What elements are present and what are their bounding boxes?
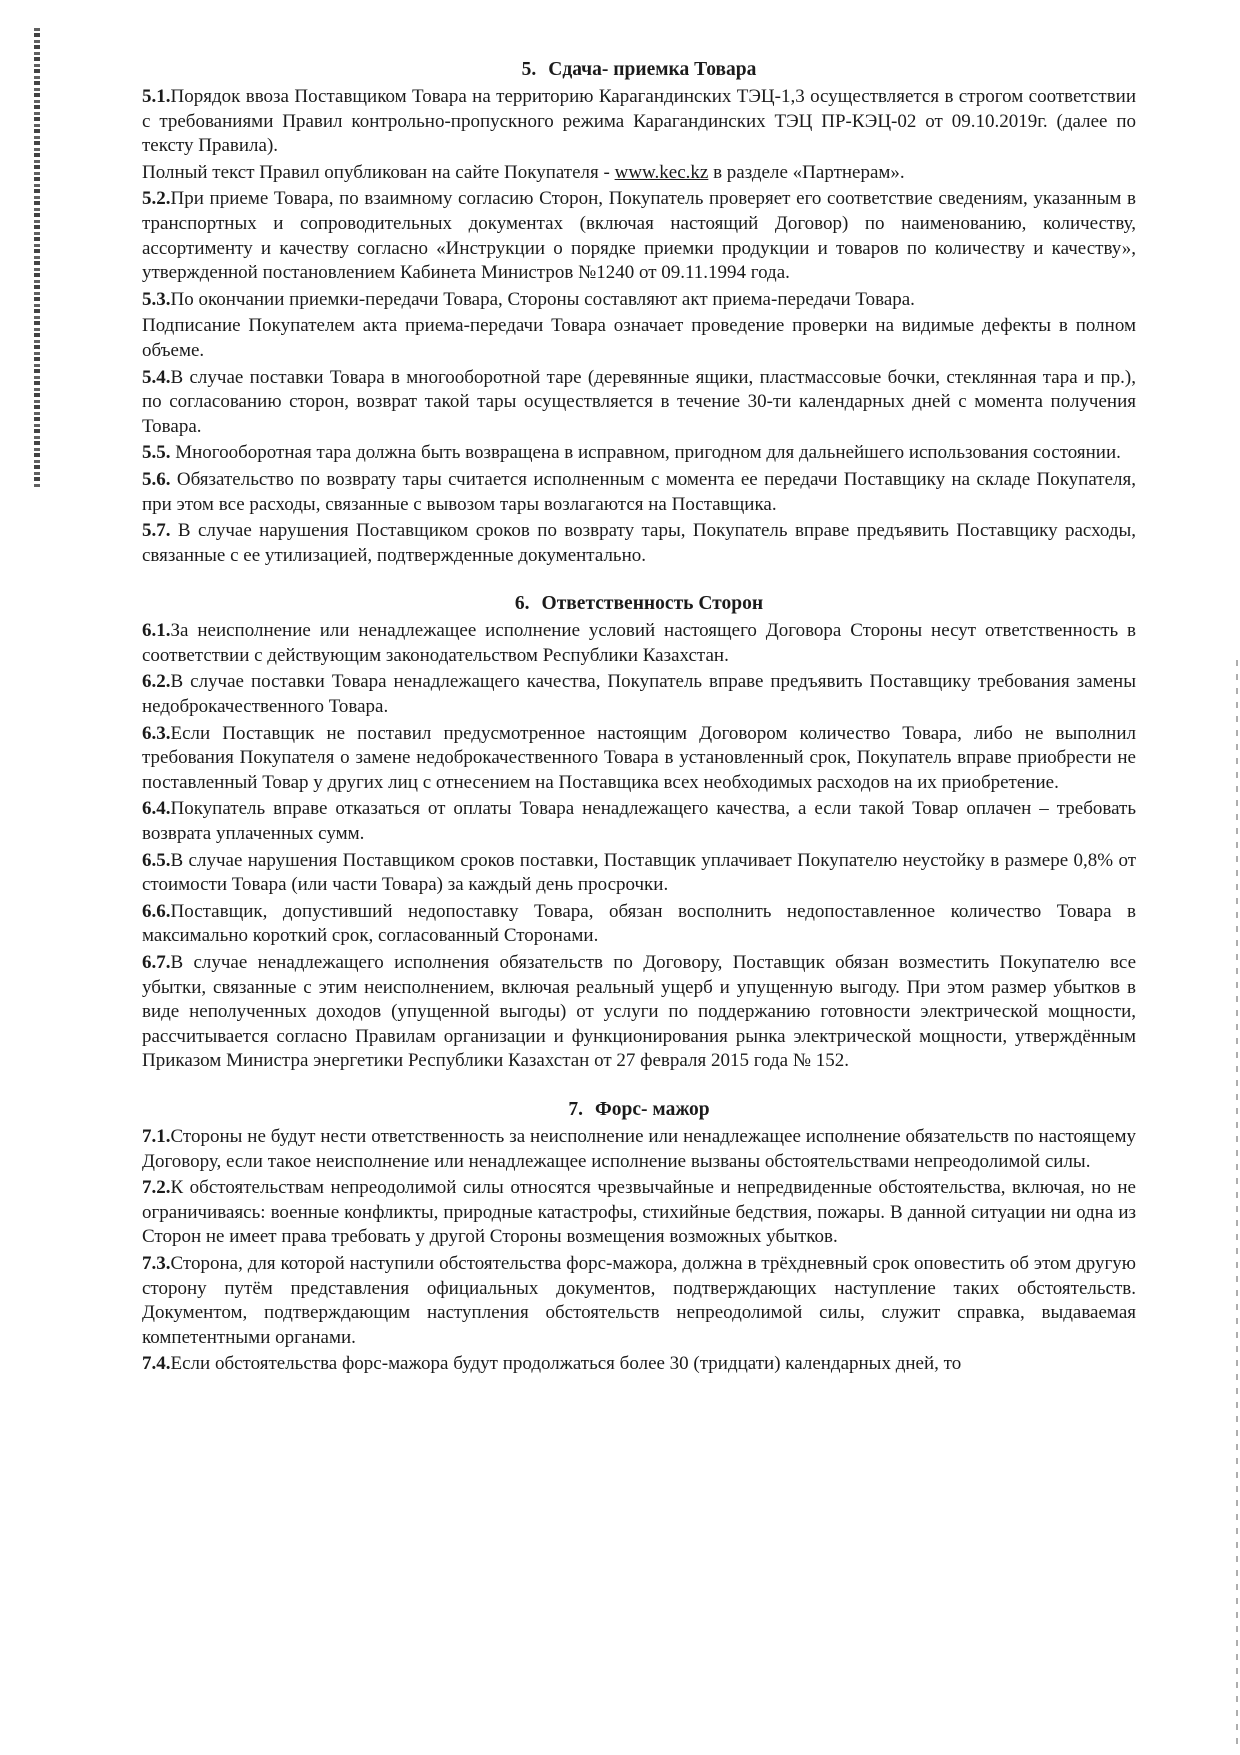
clause-5-2: 5.2.При приеме Товара, по взаимному согласию Сторон, Покупатель проверяет его соответствие сведениям, указанным в транспортных и сопроводительных документах (включая настоящий Договор) по наименованию, количеству, ассортименту и качеству согласно «Инструкции о порядке приемки продукции и товаров по количеству и качеству», утвержденной постановлением Кабинета Министров №1240 от 09.11.1994 года. xyxy=(142,188,1136,284)
clause-6-1: 6.1.За неисполнение или ненадлежащее исполнение условий настоящего Договора Стороны несут ответственность в соответствии с действующим законодательством Республики Казахстан. xyxy=(142,620,1136,666)
clause-6-7: 6.7.В случае ненадлежащего исполнения обязательств по Договору, Поставщик обязан возместить Покупателю все убытки, связанные с этим неисполнением, включая реальный ущерб и упущенную выгоду. При этом размер убытков в виде неполученных доходов (упущенной выгоды) от услуги по поддержанию готовности электрической мощности, рассчитывается согласно Правилам организации и функционирования рынка электрической мощности, утверждённым Приказом Министра энергетики Республики Казахстан от 27 февраля 2015 года № 152. xyxy=(142,952,1136,1072)
section-6 xyxy=(142,592,1136,1074)
clause-5-1: 5.1.Порядок ввоза Поставщиком Товара на территорию Карагандинских ТЭЦ-1,3 осуществляется в строгом соответствии с требованиями Правил контрольно-пропускного режима Карагандинских ТЭЦ ПР-КЭЦ-02 от 09.10.2019г. (далее по тексту Правила). xyxy=(142,86,1136,157)
clause-5-5: 5.5. Многооборотная тара должна быть возвращена в исправном, пригодном для дальнейшего использования состоянии. xyxy=(142,442,1121,464)
clause-7-1: 7.1.Стороны не будут нести ответственность за неисполнение или ненадлежащее исполнение обязательств по настоящему Договору, если такое неисполнение или ненадлежащее исполнение вызваны обстоятельствами непреодолимой силы. xyxy=(142,1125,1136,1172)
clause-7-2: 7.2.К обстоятельствам непреодолимой силы относятся чрезвычайные и непредвиденные обстоятельства, включая, но не ограничиваясь: военные конфликты, природные катастрофы, стихийные бедствия, пожары. В данной ситуации ни одна из Сторон не имеет права требовать у другой Стороны возмещения возможных убытков. xyxy=(142,1177,1136,1248)
scan-edge-left xyxy=(34,28,40,488)
clause-7-4: 7.4.Если обстоятельства форс-мажора будут продолжаться более 30 (тридцати) календарных дней, то xyxy=(142,1353,962,1375)
section-7 xyxy=(142,1098,1136,1377)
section-heading: 6. Ответственность Сторон xyxy=(514,593,764,615)
document-body xyxy=(142,58,1136,1379)
clause-7-3: 7.3.Сторона, для которой наступили обстоятельства форс-мажора, должна в трёхдневный срок оповестить об этом другую сторону путём представления официальных документов, подтверждающих наступление таких обстоятельств. Документом, подтверждающим наступления обстоятельств непреодолимой силы, служит справка, выдаваемая компетентными органами. xyxy=(142,1252,1136,1348)
clause-5-7: 5.7. В случае нарушения Поставщиком сроков по возврату тары, Покупатель вправе предъявить Поставщику расходы, связанные с ее утилизацией, подтвержденные документально. xyxy=(142,520,1137,566)
clause-6-5: 6.5.В случае нарушения Поставщиком сроков поставки, Поставщик уплачивает Покупателю неустойку в размере 0,8% от стоимости Товара (или части Товара) за каждый день просрочки. xyxy=(142,849,1136,896)
scan-edge-right xyxy=(1236,660,1238,1750)
clause-5-4: 5.4.В случае поставки Товара в многооборотной таре (деревянные ящики, пластмассовые бочки, стеклянная тара и пр.), по согласованию сторон, возврат такой тары осуществляется в течение 30-ти календарных дней с момента получения Товара. xyxy=(142,366,1136,437)
clause-6-3: 6.3.Если Поставщик не поставил предусмотренное настоящим Договором количество Товара, либо не выполнил требования Покупателя о замене недоброкачественного Товара в установленный срок, Покупатель вправе приобрести не поставленный Товар у других лиц с отнесением на Поставщика всех необходимых расходов на их приобретение. xyxy=(142,722,1136,793)
clause-6-4: 6.4.Покупатель вправе отказаться от оплаты Товара ненадлежащего качества, а если такой Товар оплачен – требовать возврата уплаченных сумм. xyxy=(142,798,1136,845)
section-5 xyxy=(142,58,1136,568)
section-heading: 7. Форс- мажор xyxy=(568,1098,710,1120)
section-heading: 5. Сдача- приемка Товара xyxy=(521,59,757,80)
website-link[interactable]: www.kec.kz xyxy=(614,161,709,183)
clause-5-6: 5.6. Обязательство по возврату тары считается исполненным с момента ее передачи Поставщику на складе Покупателя, при этом все расходы, связанные с вывозом тары возлагаются на Поставщика. xyxy=(142,468,1136,515)
clause-5-3: 5.3.По окончании приемки-передачи Товара, Стороны составляют акт приема-передачи Товара. xyxy=(142,288,915,310)
clause-6-6: 6.6.Поставщик, допустивший недопоставку Товара, обязан восполнить недопоставленное количество Товара в максимально короткий срок, согласованный Сторонами. xyxy=(142,900,1136,947)
clause-5-1-rules-link: Полный текст Правил опубликован на сайте Покупателя - www.kec.kz в разделе «Партнерам». xyxy=(142,161,905,183)
clause-6-2: 6.2.В случае поставки Товара ненадлежащего качества, Покупатель вправе предъявить Поставщику требования замены недоброкачественного Товара. xyxy=(142,671,1136,718)
clause-5-3-continued: Подписание Покупателем акта приема-передачи Товара означает проведение проверки на видимые дефекты в полном объеме. xyxy=(142,315,1136,361)
